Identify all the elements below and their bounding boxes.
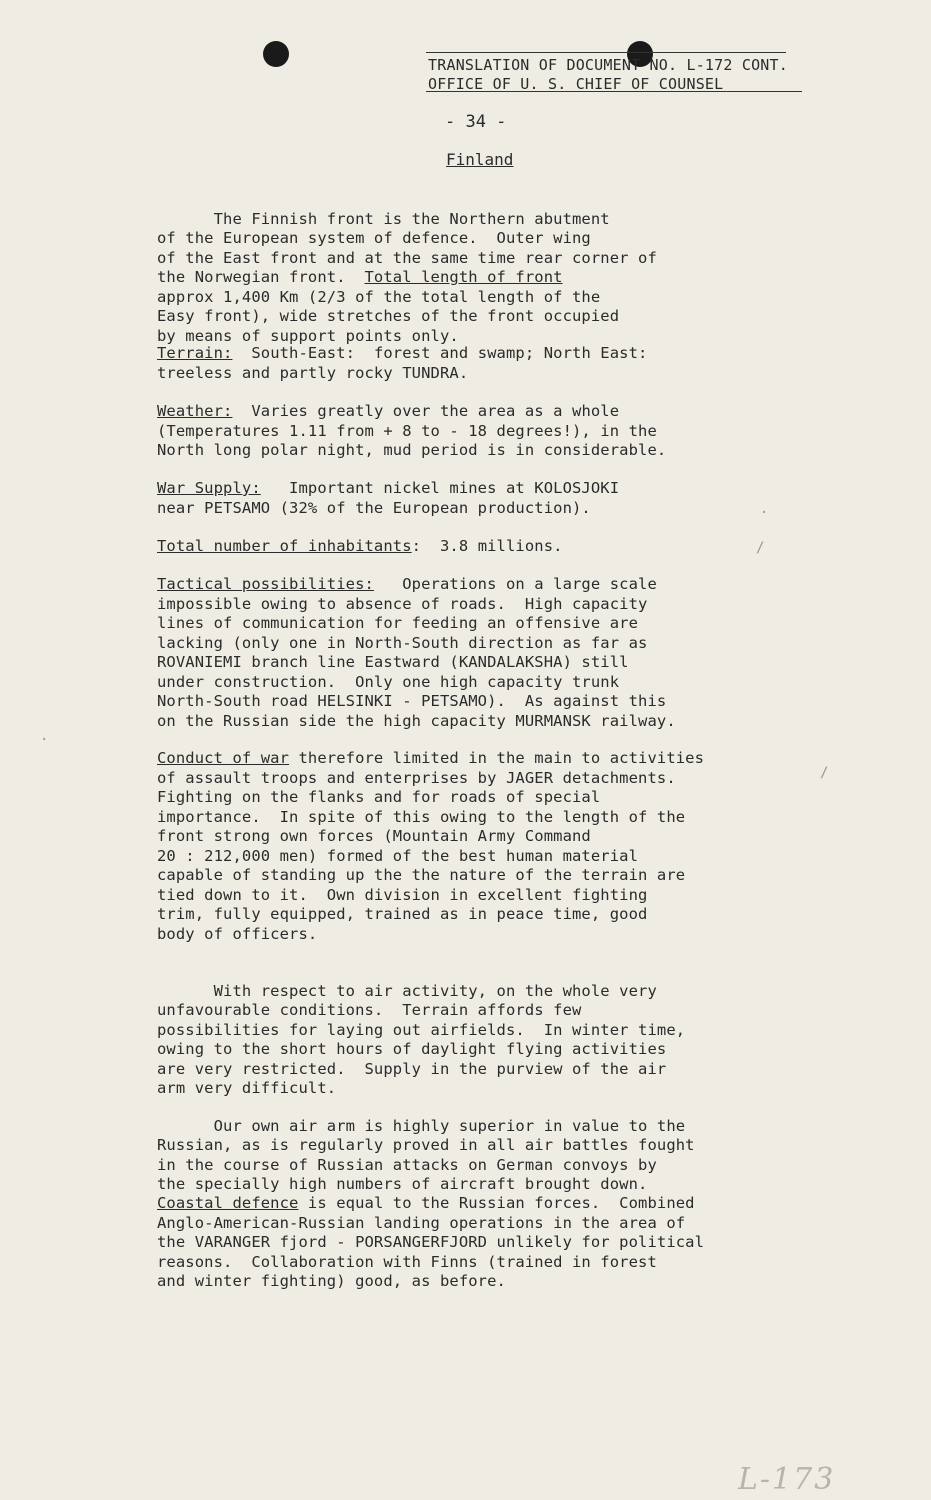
inhabitants-value: : 3.8 millions. <box>411 537 563 555</box>
header-rule-top <box>426 52 786 53</box>
conduct-line: body of officers. <box>157 924 318 943</box>
intro-paragraph <box>157 190 657 346</box>
tactical-line: impossible owing to absence of roads. High capacity <box>157 594 648 613</box>
conduct-line: capable of standing up the the nature of the terrain are <box>157 866 686 884</box>
terrain-paragraph <box>157 344 647 383</box>
war-supply-line: Important nickel mines at KOLOSJOKI <box>260 479 620 497</box>
tactical-line: under construction. Only one high capacity trunk <box>157 672 620 691</box>
conduct-line: tied down to it. Own division in excellent fighting <box>157 885 648 904</box>
paper-mark: / <box>756 540 765 556</box>
tactical-line: North-South road HELSINKI - PETSAMO). As against this <box>157 692 667 710</box>
intro-line: Easy front), wide stretches of the front occupied <box>157 307 620 325</box>
intro-line: of the European system of defence. Outer wing <box>157 229 591 247</box>
coastal-line: Anglo-American-Russian landing operations in the area of <box>157 1213 686 1232</box>
punch-hole-left <box>263 41 289 67</box>
air-activity-line: owing to the short hours of daylight flying activities <box>157 1040 667 1058</box>
total-length-label: Total length of front <box>364 268 563 286</box>
air-arm-line: Our own air arm is highly superior in value to the <box>157 1116 686 1135</box>
air-activity-line: are very restricted. Supply in the purview of the air <box>157 1059 667 1078</box>
air-arm-line: the specially high numbers of aircraft brought down. <box>157 1175 648 1193</box>
conduct-line: therefore limited in the main to activities <box>289 749 705 767</box>
conduct-line: trim, fully equipped, trained as in peace time, good <box>157 905 648 923</box>
page-number: - 34 - <box>445 112 507 132</box>
inhabitants-paragraph <box>157 537 563 557</box>
weather-label: Weather: <box>157 402 233 420</box>
weather-line: North long polar night, mud period is in considerable. <box>157 441 667 459</box>
inhabitants-label: Total number of inhabitants <box>157 537 412 555</box>
coastal-paragraph <box>157 1194 704 1292</box>
tactical-line: ROVANIEMI branch line Eastward (KANDALAKSHA) still <box>157 653 629 671</box>
air-activity-paragraph <box>157 962 685 1099</box>
tactical-line: lines of communication for feeding an offensive are <box>157 614 639 632</box>
tactical-line: lacking (only one in North-South direction as far as <box>157 633 648 652</box>
conduct-line: importance. In spite of this owing to the length of the <box>157 807 686 826</box>
handwritten-document-stamp: L-173 <box>738 1462 836 1497</box>
air-activity-line: arm very difficult. <box>157 1079 337 1097</box>
terrain-line: treeless and partly rocky TUNDRA. <box>157 363 469 382</box>
air-activity-line: unfavourable conditions. Terrain affords few <box>157 1001 582 1019</box>
intro-line: The Finnish front is the Northern abutment <box>157 209 610 228</box>
paper-mark: · <box>40 732 49 748</box>
intro-line: by means of support points only. <box>157 326 459 345</box>
coastal-line: and winter fighting) good, as before. <box>157 1272 506 1290</box>
air-arm-line: Russian, as is regularly proved in all air battles fought <box>157 1136 695 1154</box>
air-activity-line: With respect to air activity, on the whole very <box>157 981 657 1000</box>
tactical-line: on the Russian side the high capacity MURMANSK railway. <box>157 711 676 730</box>
header-line-2: OFFICE OF U. S. CHIEF OF COUNSEL <box>428 75 724 93</box>
air-activity-line: possibilities for laying out airfields. In winter time, <box>157 1020 686 1039</box>
war-supply-paragraph <box>157 479 619 518</box>
intro-line: the Norwegian front. <box>157 268 365 286</box>
coastal-label: Coastal defence <box>157 1194 299 1212</box>
terrain-line: South-East: forest and swamp; North East: <box>232 344 648 362</box>
coastal-line: reasons. Collaboration with Finns (trained in forest <box>157 1252 657 1271</box>
intro-line: of the East front and at the same time rear corner of <box>157 248 657 267</box>
air-arm-line: in the course of Russian attacks on German convoys by <box>157 1155 657 1174</box>
paper-mark: / <box>820 765 829 781</box>
war-supply-label: War Supply: <box>157 479 261 497</box>
terrain-label: Terrain: <box>157 344 233 362</box>
coastal-line: the VARANGER fjord - PORSANGERFJORD unlikely for political <box>157 1233 705 1251</box>
conduct-line: front strong own forces (Mountain Army Command <box>157 827 591 845</box>
tactical-line: Operations on a large scale <box>373 575 657 593</box>
conduct-line: Fighting on the flanks and for roads of special <box>157 788 601 806</box>
section-title: Finland <box>446 150 514 169</box>
conduct-label: Conduct of war <box>157 749 290 767</box>
tactical-paragraph <box>157 575 676 731</box>
weather-paragraph <box>157 402 666 461</box>
conduct-line: 20 : 212,000 men) formed of the best human material <box>157 846 639 865</box>
conduct-paragraph <box>157 749 704 944</box>
header-line-1: TRANSLATION OF DOCUMENT NO. L-172 CONT. <box>428 56 788 74</box>
intro-line: approx 1,400 Km (2/3 of the total length of the <box>157 287 601 306</box>
war-supply-line: near PETSAMO (32% of the European production). <box>157 498 591 517</box>
weather-line: Varies greatly over the area as a whole <box>232 402 620 420</box>
paper-mark: · <box>760 505 769 521</box>
air-arm-paragraph <box>157 1097 695 1195</box>
conduct-line: of assault troops and enterprises by JAGER detachments. <box>157 768 676 787</box>
tactical-label: Tactical possibilities: <box>157 575 374 593</box>
header-rule-bottom <box>426 91 802 92</box>
weather-line: (Temperatures 1.11 from + 8 to - 18 degrees!), in the <box>157 421 657 440</box>
coastal-line: is equal to the Russian forces. Combined <box>298 1194 695 1212</box>
